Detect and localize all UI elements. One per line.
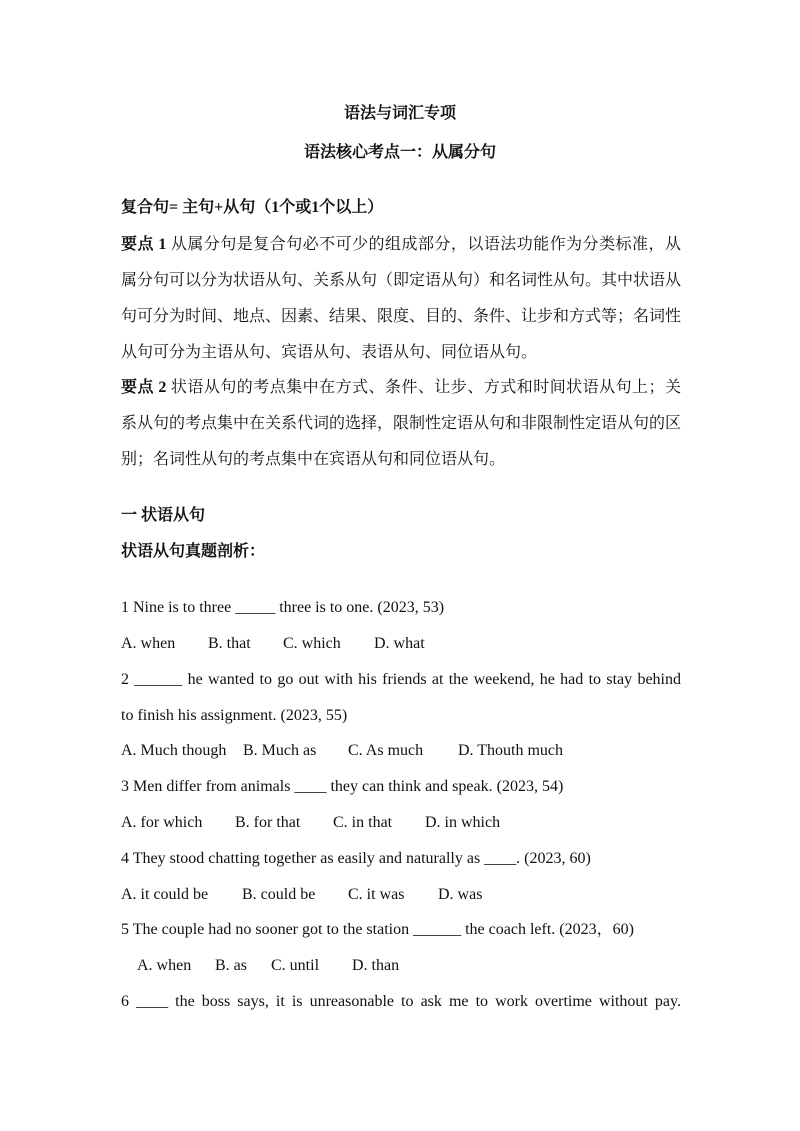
question-options [137,956,697,976]
point2-line: 别；名词性从句的考点集中在宾语从句和同位语从句。 [121,451,506,468]
question-text: 3 Men differ from animals ____ they can think and speak. (2023, 54) [121,778,564,795]
option: C. in that [333,814,393,831]
option: A. when [137,957,192,974]
question-options [121,741,681,761]
option: B. as [215,957,247,974]
point1-line: 属分句可以分为状语从句、关系从句（即定语从句）和名词性从句。其中状语从 [121,272,682,289]
point2-line: 系从句的考点集中在关系代词的选择，限制性定语从句和非限制性定语从句的区 [121,415,682,432]
option: A. for which [121,814,203,831]
option: C. until [271,957,320,974]
question-options [121,885,681,905]
document-title: 语法与词汇专项 [343,105,456,122]
option: A. Much though [121,742,227,759]
question-text: 6 ____ the boss says, it is unreasonable to ask me to work overtime without pay. [121,993,681,1010]
option: B. for that [235,814,301,831]
question-text: 1 Nine is to three _____ three is to one. (2023, 53) [121,599,445,616]
option: B. that [208,635,251,652]
question-text: to finish his assignment. (2023, 55) [121,707,348,724]
question-text: 5 The couple had no sooner got to the station ______ the coach left. (2023，60) [121,921,634,938]
option: D. Thouth much [458,742,564,759]
point2-label: 要点 2 [121,379,167,396]
point1-line: 从句可分为主语从句、宾语从句、表语从句、同位语从句。 [121,344,538,361]
question-options [121,634,681,654]
option: D. what [374,635,425,652]
option: D. than [352,957,400,974]
point1-line: 句可分为时间、地点、因素、结果、限度、目的、条件、让步和方式等；名词性 [121,308,682,325]
option: D. was [438,886,483,903]
point1-line: 要点 1 从属分句是复合句必不可少的组成部分，以语法功能作为分类标准，从 [121,236,681,253]
option: B. could be [242,886,316,903]
option: C. it was [348,886,405,903]
option: A. when [121,635,176,652]
section-heading: 一 状语从句 [121,507,206,524]
option: C. which [283,635,341,652]
option: B. Much as [243,742,317,759]
question-options [121,813,681,833]
point2-line: 要点 2 状语从句的考点集中在方式、条件、让步、方式和时间状语从句上；关 [121,379,681,396]
document-subtitle: 语法核心考点一：从属分句 [303,144,496,161]
option: C. As much [348,742,424,759]
point1-label: 要点 1 [121,236,167,253]
section-subheading: 状语从句真题剖析： [121,543,266,560]
option: A. it could be [121,886,209,903]
question-text: 2 ______ he wanted to go out with his friends at the weekend, he had to stay behind [121,671,681,688]
question-text: 4 They stood chatting together as easily and naturally as ____. (2023, 60) [121,850,591,867]
option: D. in which [425,814,501,831]
compound-sentence-formula: 复合句= 主句+从句（1个或1个以上） [121,199,384,216]
